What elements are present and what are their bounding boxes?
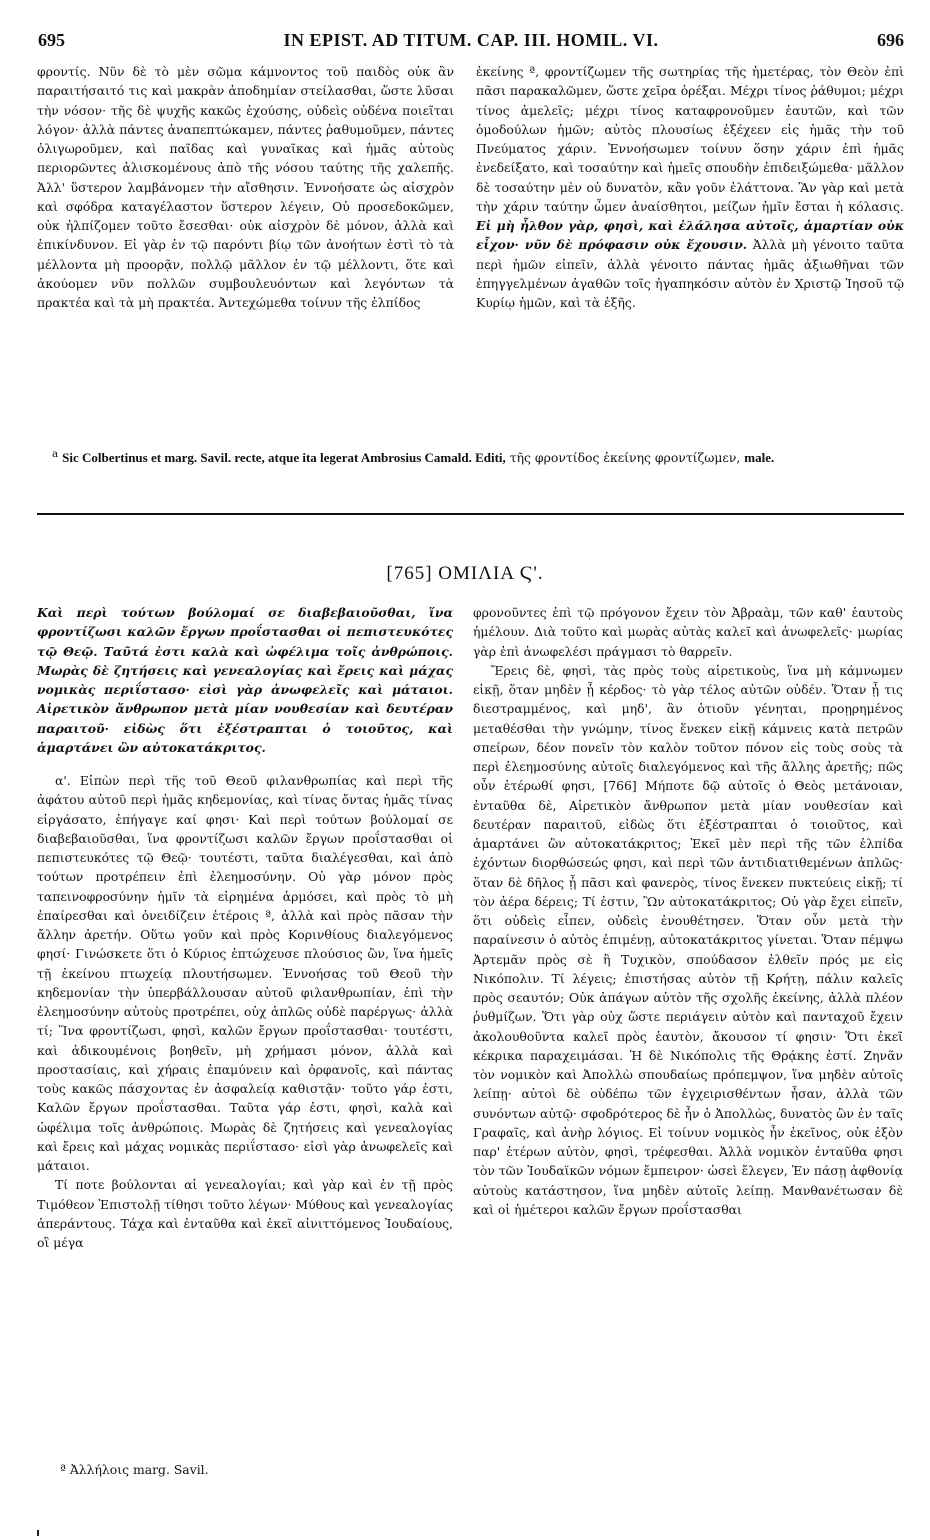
commentary-paragraph-1: α'. Εἰπὼν περὶ τῆς τοῦ Θεοῦ φιλανθρωπίας καὶ περὶ τῆς ἀφάτου αὐτοῦ περὶ ἡμᾶς κηδεμονίας, καὶ τίνας ὄντας ἡμᾶς τίνας εἰργάσατο, ἐπήγαγε καί φησι· Καὶ περὶ τούτων βούλομαί σε διαβεβαιοῦσθαι, ἵνα φροντίζωσι καλῶν ἔργων προΐστασθαι οἱ πεπιστευκότες τῷ Θεῷ· τουτέστι, ταῦτα διαλέγεσθαι, καὶ ἀπὸ τούτων προτρέπειν ἐπὶ ἐλεημοσύνην. Οὐ γὰρ μόνον πρὸς ταπεινοφροσύνην ἡμῖν τὰ εἰρημένα ἁρμόσει, καὶ πρὸς τὸ μὴ ἐπαίρεσθαι καὶ ὀνειδίζειν ἑτέροις ª, ἀλλὰ καὶ πρὸς πᾶσαν τὴν ἄλλην ἀρετήν. Οὕτω γοῦν καὶ πρὸς Κορινθίους διαλεγόμενος φησί· Γινώσκετε ὅτι ὁ Κύριος ἐπτώχευσε πλούσιος ὢν, ἵνα ἡμεῖς τῇ ἐκείνου πτωχείᾳ πλουτήσωμεν. Ἐννοήσας τοῦ Θεοῦ τὴν κηδεμονίαν τὴν ὑπερβάλλουσαν αὐτοῦ φιλανθρωπίαν, ἐπὶ τὴν ἐλεημοσύνην αὐτοὺς προτρέπει, οὐχ ἁπλῶς οὐδὲ παρέργως· ἀλλὰ τί; Ἵνα φροντίζωσι, φησὶ, καλῶν ἔργων προΐστασθαι· τουτέστι, καὶ ἀδικουμένοις βοηθεῖν, μὴ χρήμασι μόνον, ἀλλὰ καὶ προστασίαις, καὶ χήραις ἐπαμύνειν καὶ ὀρφανοῖς, καὶ πάντας τοὺς κακῶς πάσχοντας ἐν ἀσφαλείᾳ καθιστᾷν· τοῦτο γάρ ἐστι, Καλῶν ἔργων προΐστασθαι. Ταῦτα γάρ ἐστι, φησὶ, καλὰ καὶ ὠφέλιμα τοῖς ἀνθρώποις. Μωρὰς δὲ ζητήσεις καὶ γενεαλογίας καὶ ἔρεις καὶ μάχας νομικὰς περιΐστασο· εἰσὶ γὰρ ἀνωφελεῖς καὶ μάταιοι. xyxy=(37,773,453,1173)
footnote-tail: male. xyxy=(744,450,775,466)
bottom-left-column xyxy=(37,603,453,1252)
page-number-left: 695 xyxy=(38,30,65,50)
top-left-column xyxy=(37,62,454,312)
scripture-verse: Καὶ περὶ τούτων βούλομαί σε διαβεβαιοῦσθαι, ἵνα φροντίζωσι καλῶν ἔργων προΐστασθαι οἱ πεπιστευκότες τῷ Θεῷ. Ταῦτά ἐστι καλὰ καὶ ὠφέλιμα τοῖς ἀνθρώποις. Μωρὰς δὲ ζητήσεις καὶ γενεαλογίας καὶ ἔρεις καὶ μάχας νομικὰς περιΐστασο· εἰσὶ γὰρ ἀνωφελεῖς καὶ μάταιοι. Αἱρετικὸν ἄνθρωπον μετὰ μίαν νουθεσίαν καὶ δευτέραν παραιτοῦ· εἰδὼς ὅτι ἐξέστραπται ὁ τοιοῦτος, καὶ ἁμαρτάνει ὢν αὐτοκατάκριτος. xyxy=(37,605,453,755)
commentary-paragraph-3: φρονοῦντες ἐπὶ τῷ πρόγονον ἔχειν τὸν Ἀβραὰμ, τῶν καθ' ἑαυτοὺς ἠμέλουν. Διὰ τοῦτο καὶ μωρὰς αὐτὰς καλεῖ καὶ ἀνωφελεῖς· μωρίας γὰρ ἐπὶ ἀνωφελέσι πράγμασι τὸ θαρρεῖν. xyxy=(473,605,903,659)
footnote-top xyxy=(52,445,906,467)
footnote-greek: τῆς φροντίδος ἐκείνης φροντίζωμεν, xyxy=(509,450,741,466)
top-left-text: φροντίς. Νῦν δὲ τὸ μὲν σῶμα κάμνοντος τοῦ παιδὸς οὐκ ἂν παραιτήσαιτό τις καὶ μακρὰν ἀποδημίαν στείλασθαι, ὥστε λῦσαι τὴν νόσον· τῆς δὲ ψυχῆς κακῶς ἐχούσης, οὐδεὶς οὐδένα ποιεῖται λόγον· ἀλλὰ πάντες ἀναπεπτώκαμεν, πάντες ῥαθυμοῦμεν, πάντες ὀλιγωροῦμεν, καὶ παῖδας καὶ γυναῖκας καὶ ἡμᾶς αὐτοὺς περιορῶντες ἁλισκομένους ἀπὸ τῆς νόσου ταύτης τῆς χαλεπῆς. Ἀλλ' ὕστερον λαμβάνομεν τὴν αἴσθησιν. Ἐννοήσατε ὡς αἰσχρὸν καὶ σφόδρα καταγέλαστον ὕστερον λέγειν, Οὐ προσεδοκῶμεν, οὐκ ἠλπίζομεν τοῦτο ἔσεσθαι· οὐκ αἰσχρὸν δὲ μόνον, ἀλλὰ καὶ ἐπικίνδυνον. Εἰ γὰρ ἐν τῷ παρόντι βίῳ τῶν ἀνοήτων ἐστὶ τὸ τὰ μέλλοντα μὴ προορᾷν, πολλῷ μᾶλλον ἐν τῷ μέλλοντι, ὅτε καὶ ἀκούομεν νῦν πολλῶν συμβουλευόντων καὶ λεγόντων τὰ πρακτέα καὶ τὰ μὴ πρακτέα. Ἀντεχώμεθα τοίνυν τῆς ἐλπίδος xyxy=(37,64,454,310)
scripture-quote-top: Εἰ μὴ ἦλθον γὰρ, φησὶ, καὶ ἐλάλησα αὐτοῖς, ἁμαρτίαν οὐκ εἶχον· νῦν δὲ πρόφασιν οὐκ ἔχουσιν. xyxy=(476,218,904,253)
top-right-column xyxy=(476,62,904,312)
running-title: IN EPIST. AD TITUM. CAP. III. HOMIL. VI. xyxy=(283,30,659,50)
footnote-latin: Sic Colbertinus et marg. Savil. recte, atque ita legerat Ambrosius Camald. Editi, xyxy=(62,450,506,466)
margin-mark xyxy=(37,1530,39,1536)
homily-title: [765] ΟΜΙΛΙΑ Ϛ'. xyxy=(386,563,544,584)
running-header xyxy=(38,30,904,56)
section-divider xyxy=(37,513,904,515)
commentary-paragraph-2: Τί ποτε βούλονται αἱ γενεαλογίαι; καὶ γὰρ καὶ ἐν τῇ πρὸς Τιμόθεον Ἐπιστολῇ τίθησι τοῦτο λέγων· Μύθους καὶ γενεαλογίας ἀπεράντους. Τάχα καὶ ἐνταῦθα καὶ ἐκεῖ αἰνιττόμενος Ἰουδαίους, οἳ μέγα xyxy=(37,1177,453,1250)
top-right-text-b: Ἀλλὰ μὴ γένοιτο ταῦτα περὶ ἡμῶν εἰπεῖν, ἀλλὰ γένοιτο πάντας ἡμᾶς ἀξιωθῆναι τῶν ἐπηγγελμένων ἀγαθῶν τοῖς ἠγαπηκόσιν αὐτὸν ἐν Χριστῷ Ἰησοῦ τῷ Κυρίῳ ἡμῶν, καὶ τὰ ἑξῆς. xyxy=(476,237,904,310)
top-right-text xyxy=(476,62,904,312)
footnote-marker: a xyxy=(52,448,59,460)
top-right-text-a: ἐκείνης ª, φροντίζωμεν τῆς σωτηρίας τῆς ἡμετέρας, τὸν Θεὸν ἐπὶ πᾶσι παρακαλῶμεν, ὥστε χεῖρα ὀρέξαι. Μέχρι τίνος ῥάθυμοι; μέχρι τίνος ἀμελεῖς; μέχρι τίνος καταφρονοῦμεν ἑαυτῶν, καὶ τῶν ὁμοδούλων ἡμῶν; αὐτὸς πλουσίως ἐξέχεεν εἰς ἡμᾶς τὴν τοῦ Πνεύματος χάριν. Ἐννοήσωμεν τοίνυν ὅσην χάριν ἐπὶ ἡμᾶς ἐνεδείξατο, καὶ τοσαύτην καὶ ἡμεῖς σπουδὴν ἐπιδειξώμεθα· μᾶλλον δὲ τοσαύτην μὲν οὐ δυνατὸν, κἂν γοῦν ἐλάττονα. Ἂν γὰρ καὶ μετὰ τὴν χάριν ταύτην ὦμεν ἀναίσθητοι, μείζων ἡμῖν ἔσται ἡ κόλασις. xyxy=(476,64,904,214)
commentary-paragraph-4: Ἔρεις δὲ, φησὶ, τὰς πρὸς τοὺς αἱρετικοὺς, ἵνα μὴ κάμνωμεν εἰκῇ, ὅταν μηδὲν ᾖ κέρδος· τὸ γὰρ τέλος αὐτῶν οὐδέν. Ὅταν ᾖ τις διεστραμμένος, καὶ μηδ', ἂν ὁτιοῦν γένηται, προῃρημένος μεταθέσθαι τὴν γνώμην, τίνος ἕνεκεν εἰκῇ κάμνεις κατὰ πετρῶν σπείρων, δέον πονεῖν τὸν καλὸν τοῦτον πόνον εἰς τοὺς σοὺς τὰ περὶ ἐλεημοσύνης αὐτοῖς διαλεγόμενος καὶ τῆς ἄλλης ἀρετῆς; πῶς οὖν ἑτέρωθί φησι, [766] Μήποτε δῷ αὐτοῖς ὁ Θεὸς μετάνοιαν, ἐνταῦθα δὲ, Αἱρετικὸν ἄνθρωπον μετὰ μίαν νουθεσίαν καὶ δευτέραν παραιτοῦ, εἰδὼς ὅτι ἐξέστραπται ὁ τοιοῦτος, καὶ ἁμαρτάνει ὢν αὐτοκατάκριτος; Ἐκεῖ μὲν περὶ τῆς τῶν ἐλπίδα ἐχόντων διορθώσεώς φησι, καὶ περὶ τῶν ἀντιδιατιθεμένων ἁπλῶς· ὅταν δὲ δῆλος ᾖ πᾶσι καὶ φανερὸς, τίνος ἕνεκεν πυκτεύεις εἰκῇ; τί τὸν ἀέρα δέρεις; Τί ἐστιν, Ὢν αὐτοκατάκριτος; Οὐ γὰρ ἔχει εἰπεῖν, ὅτι οὐδεὶς εἶπεν, οὐδεὶς ἐνουθέτησεν. Ὅταν οὖν μετὰ τὴν παραίνεσιν ὁ αὐτὸς ἐπιμένῃ, αὐτοκατάκριτος γίνεται. Ὅταν πέμψω Ἀρτεμᾶν πρὸς σὲ ἢ Τυχικὸν, σπούδασον ἐλθεῖν πρός με εἰς Νικόπολιν. Τί λέγεις; ἐπιστήσας αὐτὸν τῇ Κρήτῃ, πάλιν καλεῖς πρὸς σεαυτόν; Οὐκ ἀπάγων αὐτὸν τῆς σχολῆς ἐκείνης, ἀλλὰ πλέον ῥυθμίζων. Ὅτι γὰρ οὐχ ὥστε περιάγειν αὐτὸν καὶ πανταχοῦ ἔχειν ἀκολουθοῦντα καλεῖ πρὸς ἑαυτὸν, ἄκουσον τί φησιν· Ὅτι ἐκεῖ κέκρικα παραχειμάσαι. Ἡ δὲ Νικόπολις τῆς Θρᾴκης ἐστί. Ζηνᾶν τὸν νομικὸν καὶ Ἀπολλὼ σπουδαίως πρόπεμψον, ἵνα μηδὲν αὐτοῖς λείπῃ· αὐτοὶ δὲ οὐδέπω τῶν ἐγχειρισθέντων ἦσαν, ἀλλὰ τῶν συνόντων αὐτῷ· σφοδρότερος δὲ ἦν ὁ Ἀπολλὼς, δυνατὸς ὢν ἐν ταῖς Γραφαῖς, καὶ ἀνὴρ λόγιος. Εἰ τοίνυν νομικὸς ἦν ἐκεῖνος, οὐκ ἐξὸν παρ' ἑτέρων αὐτὸν, φησὶ, τρέφεσθαι. Ἀλλὰ νομικὸν ἐνταῦθα φησι τὸν τῶν Ἰουδαϊκῶν νόμων ἔμπειρον· ὡσεὶ ἔλεγεν, Ἐν πάσῃ ἀφθονίᾳ αὐτοὺς κατάστησον, ἵνα μηδὲν αὐτοῖς λείπῃ. Μανθανέτωσαν δὲ καὶ οἱ ἡμέτεροι καλῶν ἔργων προΐστασθαι xyxy=(473,662,903,1217)
bottom-right-column xyxy=(473,603,903,1219)
footnote-bottom: ª Ἀλλήλοις marg. Savil. xyxy=(60,1462,209,1477)
page-number-right: 696 xyxy=(877,30,904,50)
